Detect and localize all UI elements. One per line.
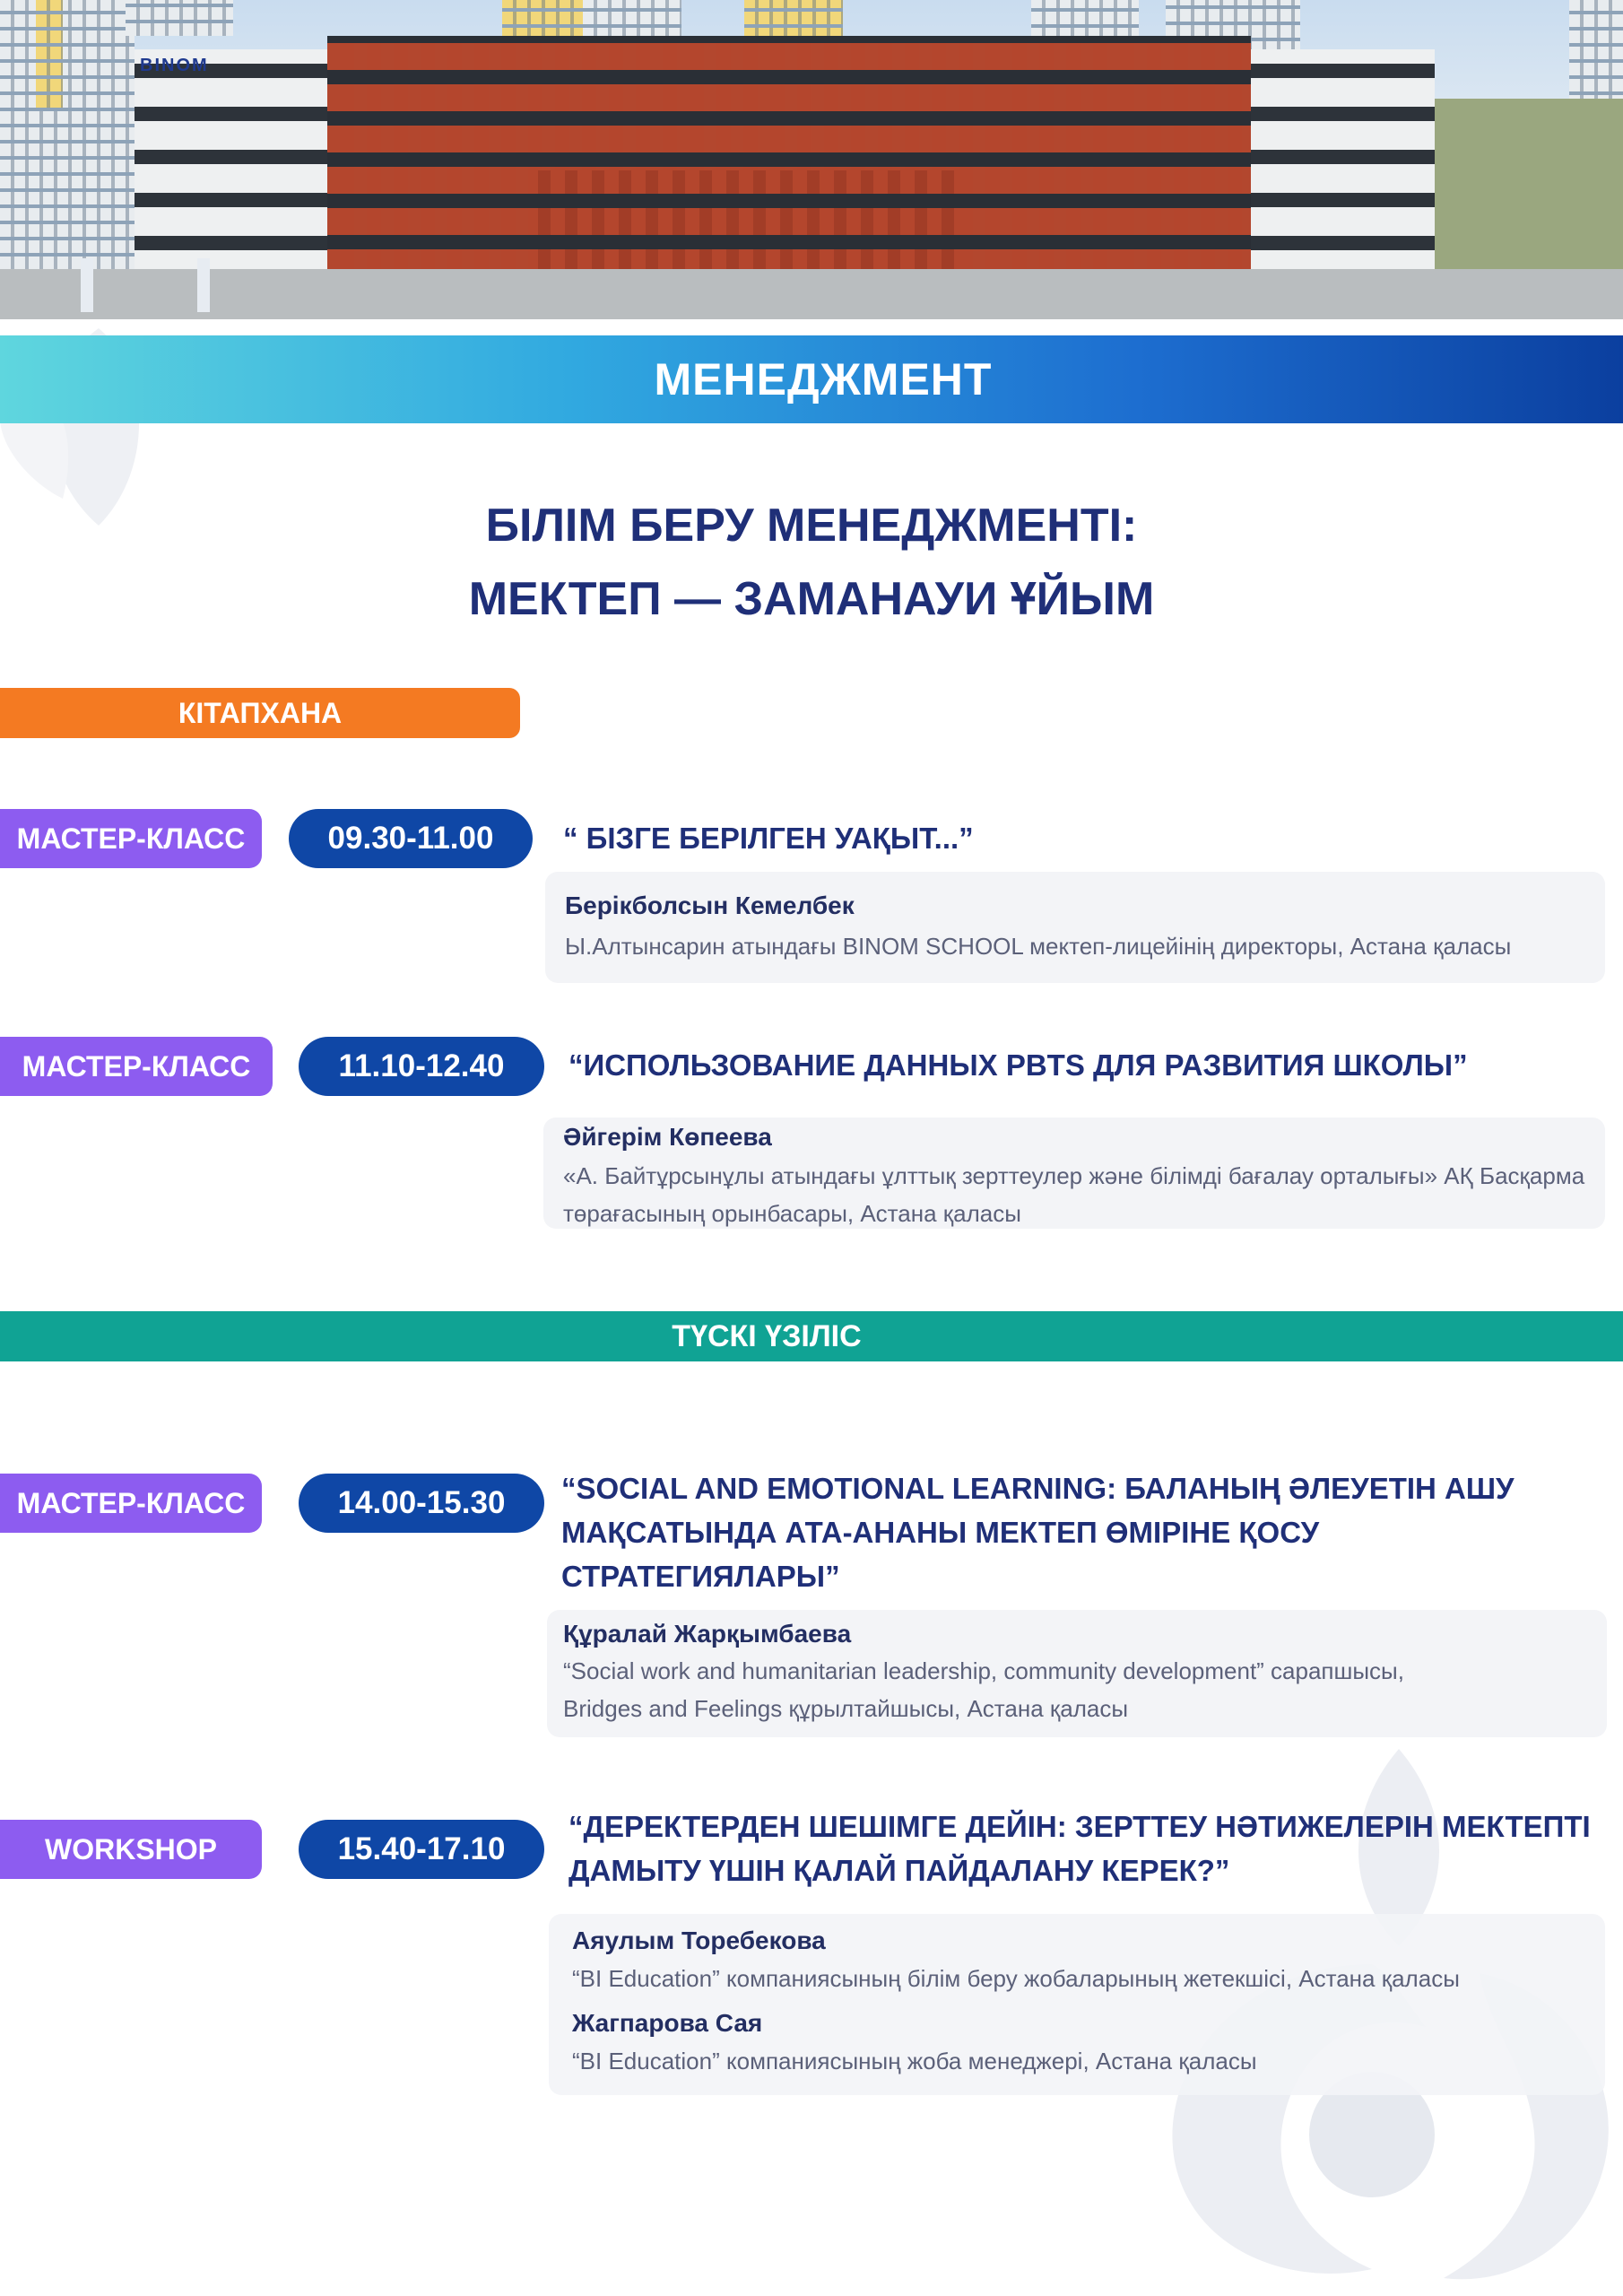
- speaker-name: Жагпарова Сая: [572, 2009, 763, 2037]
- speaker-role: Ы.Алтынсарин атындағы BINOM SCHOOL мектеп-лицейінің директоры, Астана қаласы: [565, 933, 1512, 960]
- speaker-role: Bridges and Feelings құрылтайшысы, Астана қаласы: [563, 1695, 1129, 1722]
- session-title: ДАМЫТУ ҮШІН ҚАЛАЙ ПАЙДАЛАНУ КЕРЕК?”: [568, 1854, 1230, 1887]
- session-time-badge: 14.00-15.30: [299, 1474, 544, 1533]
- session-time-badge: 11.10-12.40: [299, 1037, 544, 1096]
- section-banner-title: МЕНЕДЖМЕНТ: [654, 354, 993, 404]
- session-title: СТРАТЕГИЯЛАРЫ”: [561, 1560, 840, 1593]
- session-type-badge: МАСТЕР-КЛАСС: [0, 809, 262, 868]
- session-title: МАҚСАТЫНДА АТА-АНАНЫ МЕКТЕП ӨМІРІНЕ ҚОСУ: [561, 1516, 1320, 1549]
- venue-label: КІТАПХАНА: [0, 688, 520, 738]
- building-sign: BINOM: [140, 56, 209, 75]
- header-photo: [0, 0, 1623, 319]
- session-time-badge: 15.40-17.10: [299, 1820, 544, 1879]
- session-title: “SOCIAL AND EMOTIONAL LEARNING: БАЛАНЫҢ ӘЛЕУЕТІН АШУ: [561, 1472, 1515, 1505]
- speaker-role: “Social work and humanitarian leadership, community development” сарапшысы,: [563, 1657, 1404, 1684]
- speaker-name: Берікболсын Кемелбек: [565, 891, 855, 919]
- page-title-line-1: БІЛІМ БЕРУ МЕНЕДЖМЕНТІ:: [485, 500, 1138, 552]
- session-title: “ДЕРЕКТЕРДЕН ШЕШІМГЕ ДЕЙІН: ЗЕРТТЕУ НӘТИЖЕЛЕРІН МЕКТЕПТІ: [568, 1810, 1591, 1843]
- speaker-name: Құралай Жарқымбаева: [563, 1620, 852, 1648]
- session-title: “ БІЗГЕ БЕРІЛГЕН УАҚЫТ...”: [563, 822, 974, 855]
- speaker-name: Аяулым Торебекова: [572, 1926, 826, 1954]
- session-title: “ИСПОЛЬЗОВАНИЕ ДАННЫХ PBTS ДЛЯ РАЗВИТИЯ ШКОЛЫ”: [568, 1048, 1468, 1082]
- session-type-badge: МАСТЕР-КЛАСС: [0, 1474, 262, 1533]
- session-type-badge: WORKSHOP: [0, 1820, 262, 1879]
- speaker-role: “BI Education” компаниясының білім беру жобаларының жетекшісі, Астана қаласы: [572, 1965, 1460, 1992]
- lunch-break-label: ТҮСКІ ҮЗІЛІС: [672, 1319, 862, 1353]
- session-type-badge: МАСТЕР-КЛАСС: [0, 1037, 273, 1096]
- speaker-name: Әйгерім Көпеева: [563, 1123, 772, 1151]
- page-title-line-2: МЕКТЕП — ЗАМАНАУИ ҰЙЫМ: [468, 573, 1155, 625]
- session-time-badge: 09.30-11.00: [289, 809, 533, 868]
- speaker-role: «А. Байтұрсынұлы атындағы ұлттық зерттеулер және білімді бағалау орталығы» АҚ Басқарма: [563, 1162, 1585, 1189]
- speaker-role: төрағасының орынбасары, Астана қаласы: [563, 1200, 1021, 1227]
- speaker-role: “BI Education” компаниясының жоба менеджері, Астана қаласы: [572, 2048, 1257, 2074]
